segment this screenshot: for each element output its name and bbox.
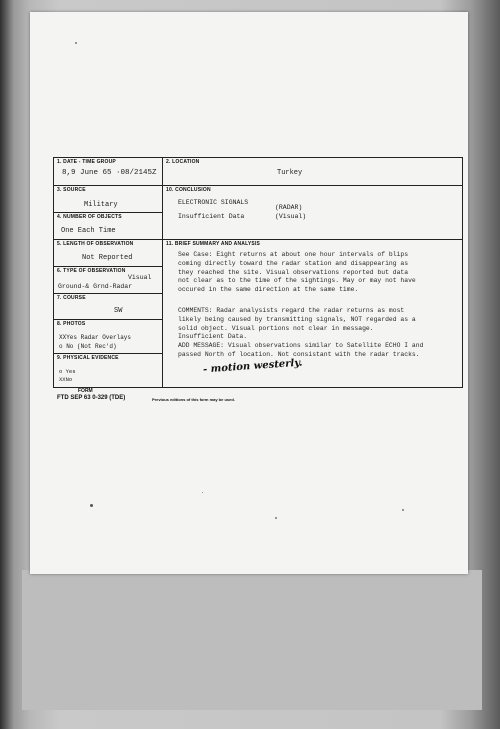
summary-line: occured in the same direction at the same time.	[178, 286, 359, 294]
conclusion-line1-note: (RADAR)	[275, 204, 303, 211]
location-label: 2. LOCATION	[166, 159, 200, 165]
photos-yes-option: XXYes Radar Overlays	[59, 334, 132, 341]
physical-evidence-cell	[54, 354, 162, 387]
summary-cell	[163, 240, 462, 387]
underlying-sheet	[22, 570, 482, 710]
summary-line: not clear as to the time of the sightings. May or may not have	[178, 277, 416, 285]
number-of-objects-label: 4. NUMBER OF OBJECTS	[57, 214, 122, 220]
type-of-observation-label: 6. TYPE OF OBSERVATION	[57, 268, 126, 274]
scan-speck	[202, 492, 203, 493]
ufo-report-form	[53, 157, 463, 388]
length-of-observation-value: Not Reported	[82, 254, 133, 262]
date-time-value: 8,9 June 65 ·08/2145Z	[62, 169, 157, 177]
form-right-column	[163, 158, 462, 387]
course-label: 7. COURSE	[57, 295, 86, 301]
handwritten-note: - motion westerly.	[202, 357, 303, 376]
physical-evidence-no-option: XXNo	[59, 376, 73, 383]
summary-line: Insufficient Data.	[178, 333, 248, 341]
type-of-observation-value-ground: Ground-& Grnd-Radar	[58, 283, 133, 290]
course-cell	[54, 294, 162, 320]
conclusion-line2: Insufficient Data	[178, 213, 245, 220]
scan-speck	[275, 517, 277, 519]
summary-line: COMMENTS: Radar analysists regard the radar returns as most	[178, 307, 405, 314]
location-cell	[163, 158, 462, 186]
length-of-observation-cell	[54, 240, 162, 267]
form-notice: Previous editions of this form may be used.	[152, 397, 235, 402]
type-of-observation-value-visual: Visual	[128, 274, 152, 281]
source-cell	[54, 186, 162, 213]
length-of-observation-label: 5. LENGTH OF OBSERVATION	[57, 241, 134, 247]
type-of-observation-cell	[54, 267, 162, 294]
form-id: FTD SEP 63 0-329 (TDE)	[57, 395, 126, 401]
summary-line: they reached the site. Visual observations reported but data	[178, 268, 409, 276]
summary-label: 11. BRIEF SUMMARY AND ANALYSIS	[166, 241, 261, 247]
conclusion-cell	[163, 186, 462, 240]
scan-speck	[75, 42, 77, 44]
scan-speck	[402, 509, 404, 511]
conclusion-line2-note: (Visual)	[275, 213, 307, 220]
course-value: SW	[114, 307, 123, 315]
source-label: 3. SOURCE	[57, 187, 86, 193]
photos-cell	[54, 320, 162, 354]
location-value: Turkey	[277, 169, 303, 177]
summary-line: passed North of location. Not consistant with the radar tracks.	[178, 351, 420, 358]
date-time-cell	[54, 158, 162, 186]
summary-line: coming directly toward the radar station and disappearing as	[178, 259, 409, 267]
summary-line: likely being caused by transmitting signals, NOT regarded as a	[178, 315, 416, 323]
date-time-label: 1. DATE - TIME GROUP	[57, 159, 116, 165]
summary-line: See Case: Eight returns at about one hour intervals of blips	[178, 251, 409, 258]
conclusion-label: 10. CONCLUSION	[166, 187, 211, 193]
scan-speck	[90, 504, 93, 507]
form-word: FORM	[78, 388, 93, 394]
source-value: Military	[84, 201, 118, 209]
photos-no-option: o No (Not Rec'd)	[59, 343, 117, 350]
number-of-objects-value: One Each Time	[61, 227, 116, 235]
number-of-objects-cell	[54, 213, 162, 240]
physical-evidence-label: 9. PHYSICAL EVIDENCE	[57, 355, 119, 361]
form-left-column	[54, 158, 163, 387]
conclusion-line1: ELECTRONIC SIGNALS	[178, 199, 249, 206]
summary-line: solid object. Visual portions not clear in message.	[178, 324, 374, 332]
physical-evidence-yes-option: o Yes	[59, 368, 76, 375]
summary-line: ADD MESSAGE: Visual observations similar to Satellite ECHO I and	[178, 342, 424, 350]
photos-label: 8. PHOTOS	[57, 321, 86, 327]
